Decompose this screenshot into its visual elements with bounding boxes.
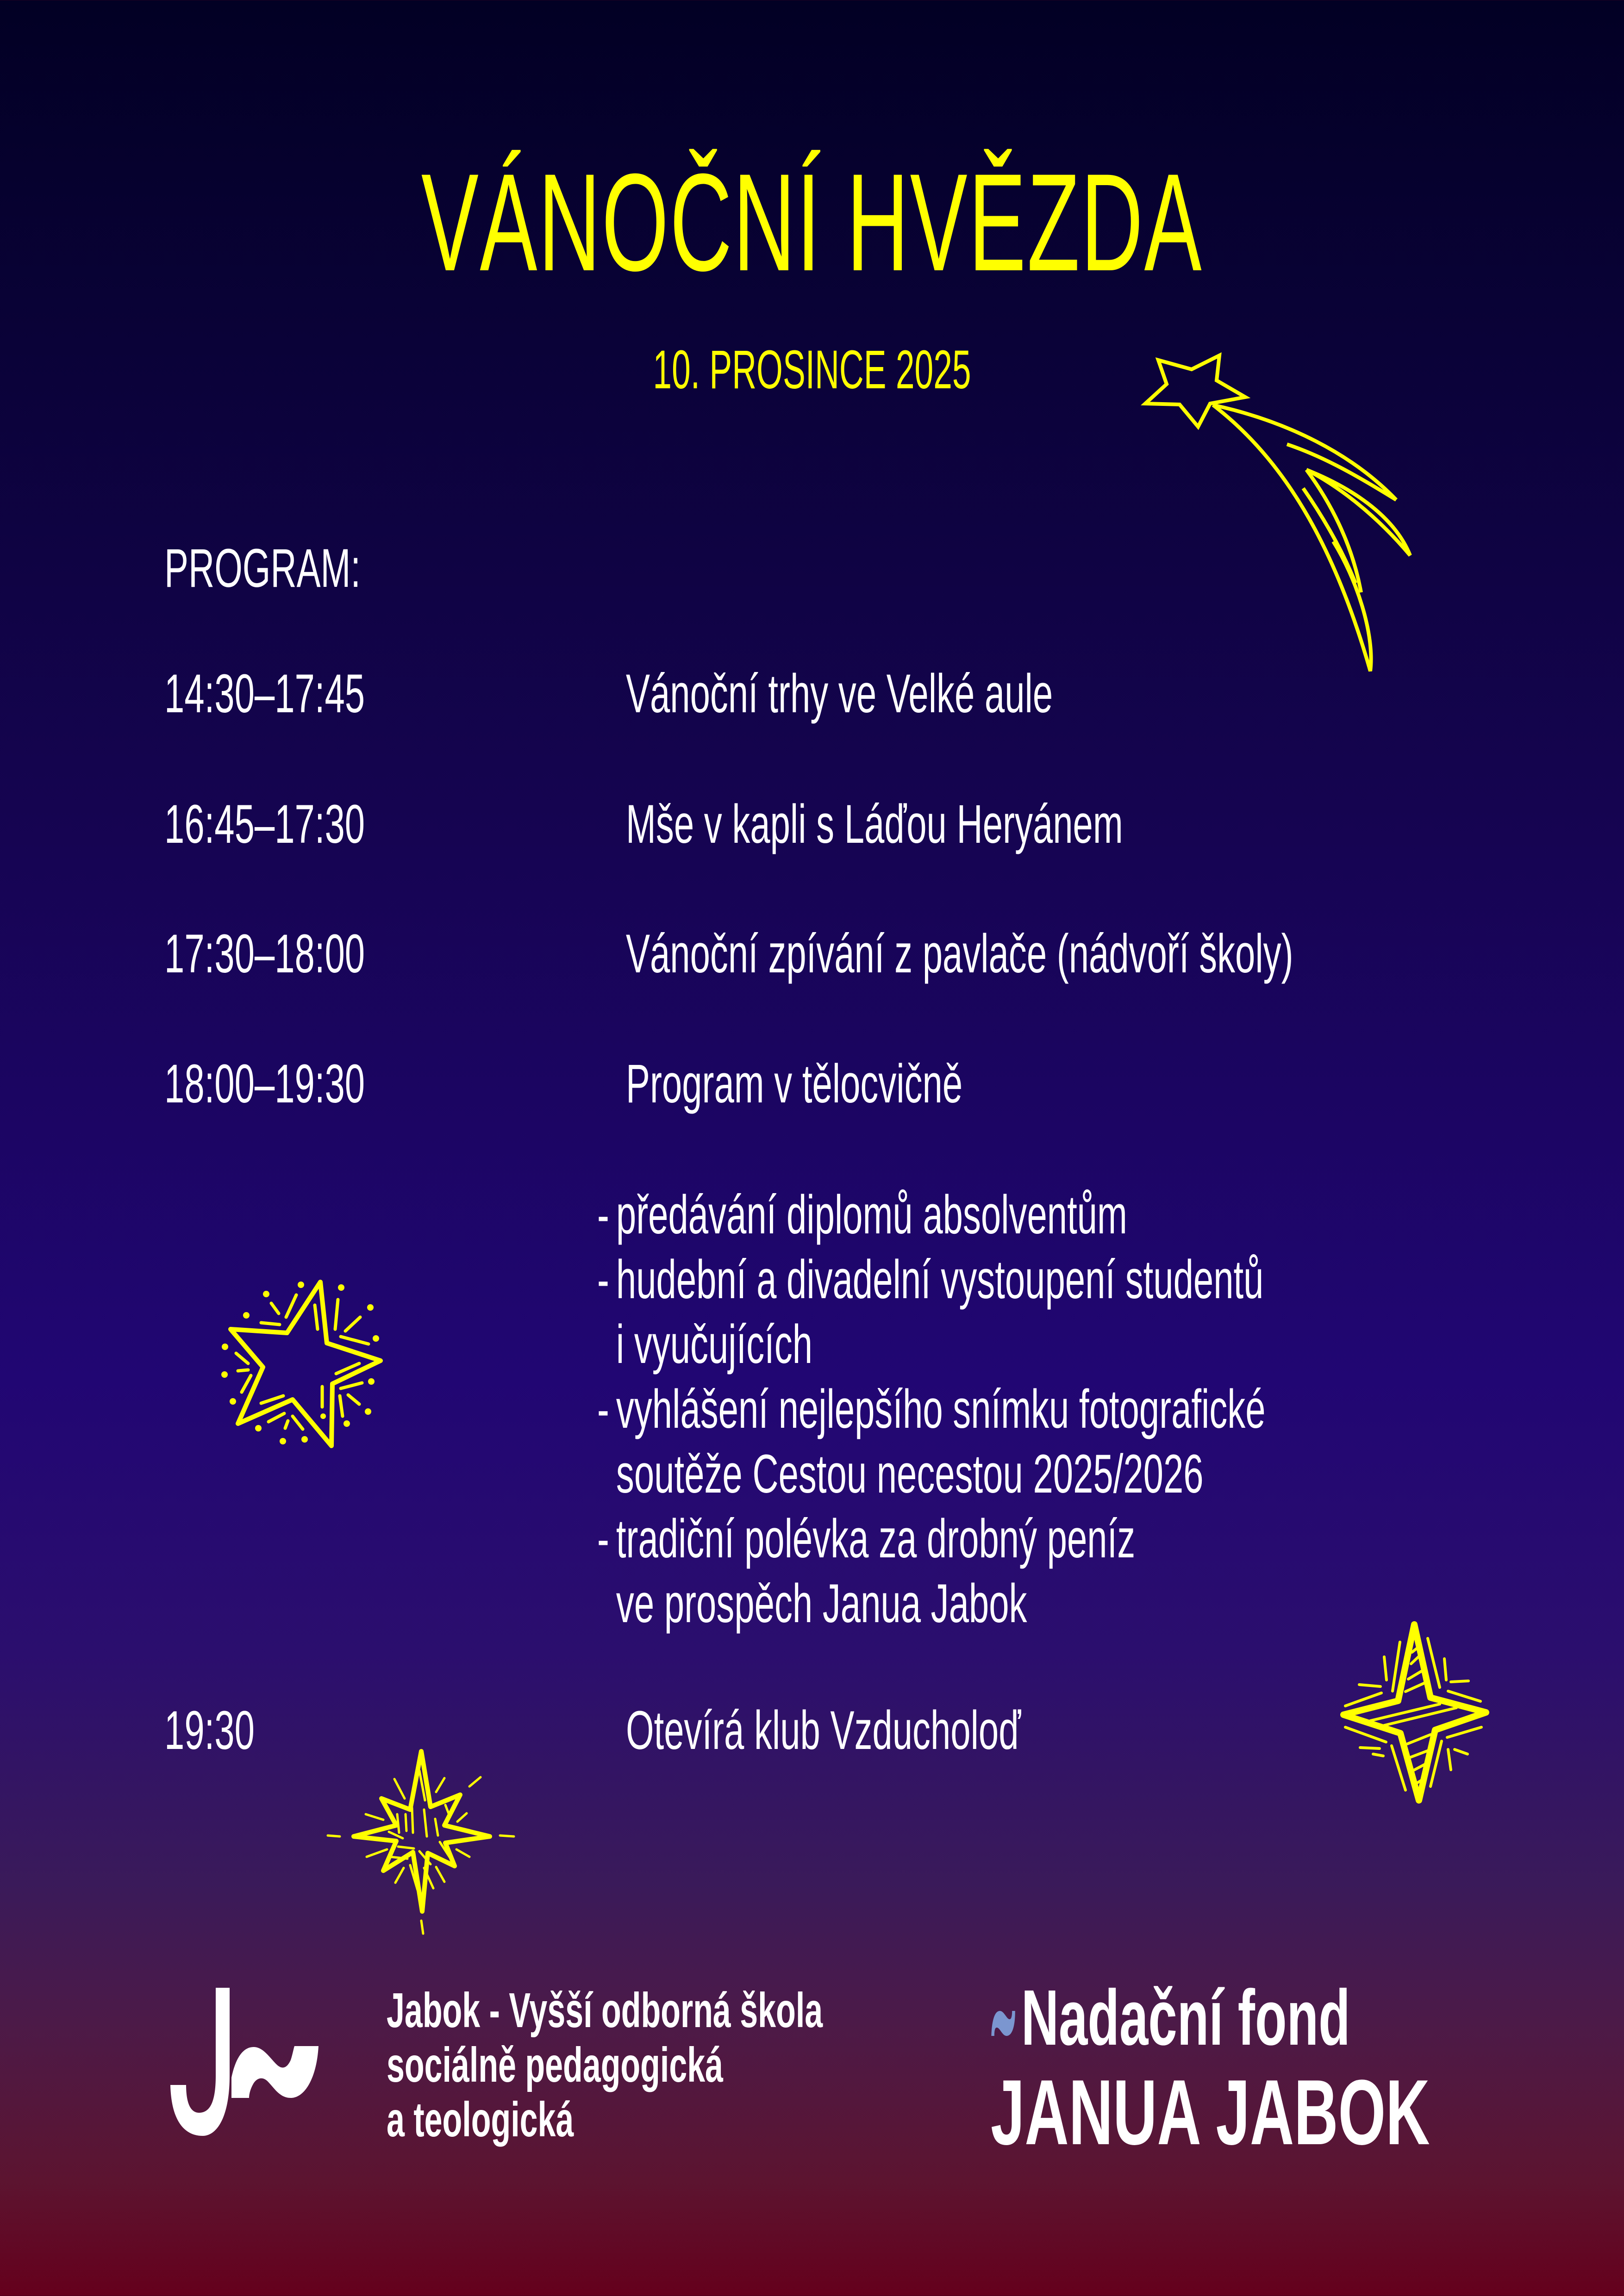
sparkle-star-icon <box>208 1250 417 1458</box>
school-name: Jabok - Vyšší odborná škola sociálně pedagogická a teologická <box>387 1983 823 2147</box>
fund-name-line1: Nadační fond <box>1021 1974 1350 2062</box>
schedule-event: Vánoční zpívání z pavlače (nádvoří školy) <box>626 923 1293 984</box>
list-item: - tradiční polévka za drobný peníz <box>597 1508 1136 1569</box>
fund-logo <box>991 1974 1624 2164</box>
list-item: - hudební a divadelní vystoupení studentů <box>597 1249 1264 1310</box>
poster-title: VÁNOČNÍ HVĚZDA <box>421 144 1203 300</box>
gym-program-list <box>597 1182 1610 1636</box>
schedule-time: 18:00–19:30 <box>164 1053 365 1114</box>
eight-point-star-icon <box>315 1736 523 1944</box>
schedule-event: Program v tělocvičně <box>626 1053 963 1114</box>
jabok-logo-icon <box>162 1988 356 2140</box>
schedule-time: 19:30 <box>164 1700 255 1761</box>
schedule-time: 16:45–17:30 <box>164 794 365 855</box>
schedule-event: Vánoční trhy ve Velké aule <box>626 663 1053 724</box>
list-item-continuation: ve prospěch Janua Jabok <box>616 1573 1027 1634</box>
list-item: - předávání diplomů absolventům <box>597 1184 1127 1245</box>
program-label: PROGRAM: <box>164 538 361 599</box>
list-item-continuation: i vyučujících <box>616 1314 813 1375</box>
schedule-event: Mše v kapli s Láďou Heryánem <box>626 794 1123 855</box>
schedule-time: 14:30–17:45 <box>164 663 365 724</box>
schedule-time: 17:30–18:00 <box>164 923 365 984</box>
list-item-continuation: soutěže Cestou necestou 2025/2026 <box>616 1444 1204 1505</box>
list-item: - vyhlášení nejlepšího snímku fotografické <box>597 1379 1266 1440</box>
schedule-event: Otevírá klub Vzducholoď <box>626 1700 1021 1761</box>
fund-tilde-icon <box>991 2010 1015 2038</box>
four-point-star-icon <box>1319 1597 1505 1805</box>
event-date: 10. PROSINCE 2025 <box>653 339 971 400</box>
fund-name-line2: JANUA JABOK <box>991 2061 1430 2164</box>
